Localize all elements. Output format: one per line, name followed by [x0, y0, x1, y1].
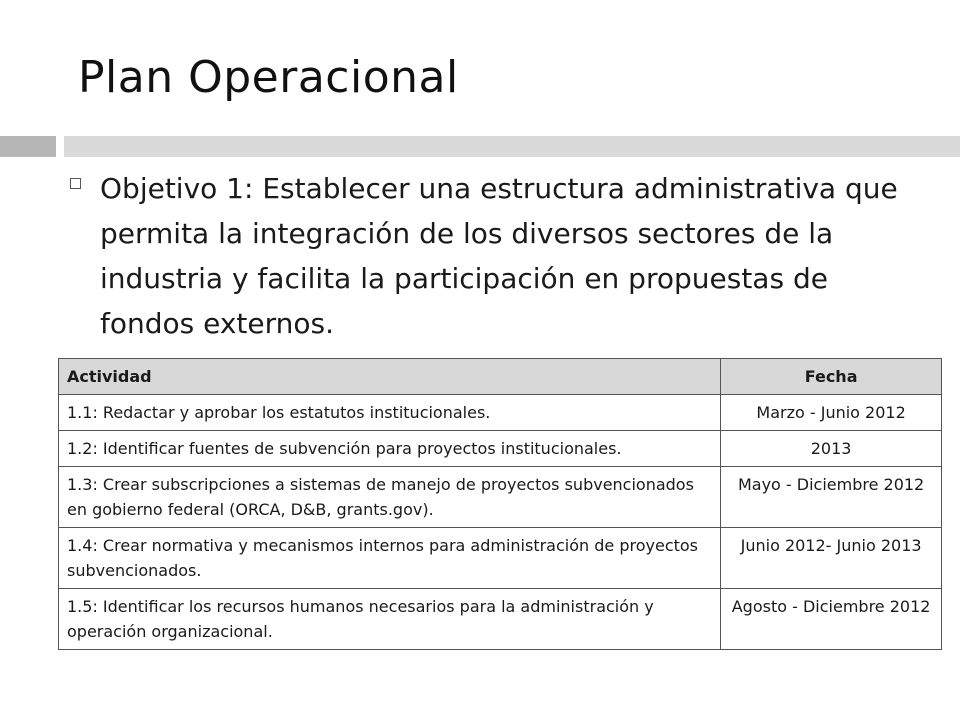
activity-table [58, 358, 942, 650]
date-cell: Marzo - Junio 2012 [721, 395, 942, 431]
table-row [59, 528, 942, 589]
slide-title: Plan Operacional [78, 52, 459, 103]
date-cell: Junio 2012- Junio 2013 [721, 528, 942, 589]
activity-cell: 1.1: Redactar y aprobar los estatutos institucionales. [59, 395, 721, 431]
title-divider-accent [0, 136, 56, 157]
objective-text: Objetivo 1: Establecer una estructura administrativa que permita la integración de los diversos sectores de la industria y facilita la participación en propuestas de fondos externos. [100, 172, 898, 340]
table-row [59, 431, 942, 467]
activity-cell: 1.2: Identificar fuentes de subvención para proyectos institucionales. [59, 431, 721, 467]
table-row [59, 467, 942, 528]
activity-cell: 1.4: Crear normativa y mecanismos internos para administración de proyectos subvencionados. [59, 528, 721, 589]
title-divider-bar [64, 136, 960, 157]
table-row [59, 589, 942, 650]
date-cell: Agosto - Diciembre 2012 [721, 589, 942, 650]
activity-cell: 1.5: Identificar los recursos humanos necesarios para la administración y operación organizacional. [59, 589, 721, 650]
square-bullet-icon [70, 178, 81, 189]
objective-bullet [70, 166, 930, 346]
column-header-activity: Actividad [59, 359, 721, 395]
date-cell: Mayo - Diciembre 2012 [721, 467, 942, 528]
activity-cell: 1.3: Crear subscripciones a sistemas de manejo de proyectos subvencionados en gobierno federal (ORCA, D&B, grants.gov). [59, 467, 721, 528]
table-header-row [59, 359, 942, 395]
table-row [59, 395, 942, 431]
date-cell: 2013 [721, 431, 942, 467]
column-header-date: Fecha [721, 359, 942, 395]
